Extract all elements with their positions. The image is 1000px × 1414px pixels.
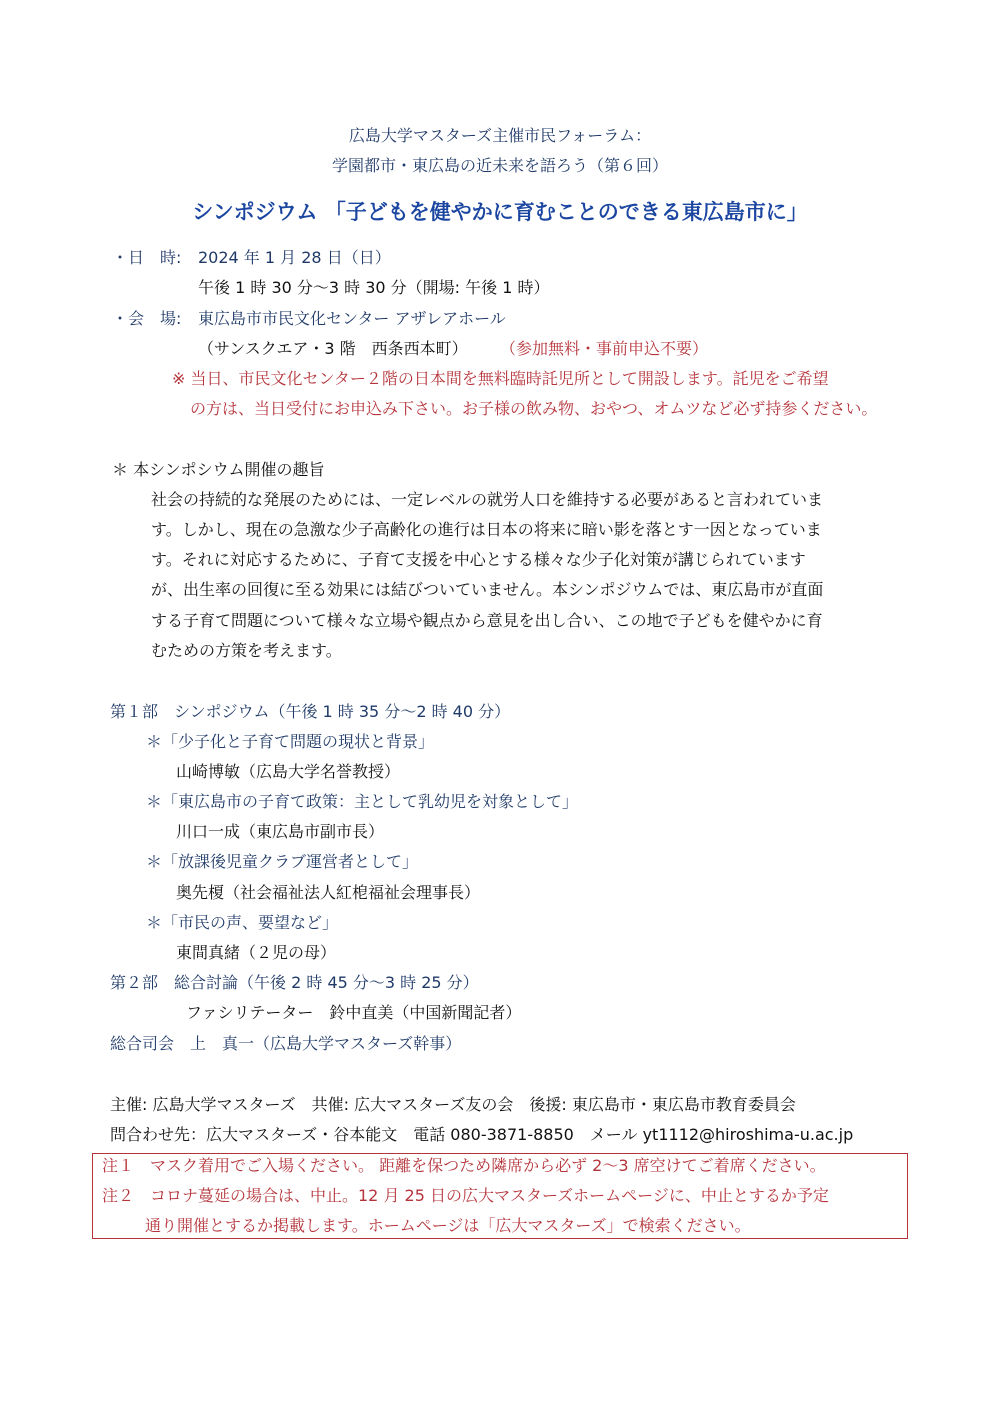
childcare-note-line2: の方は、当日受付にお申込み下さい。お子様の飲み物、おやつ、オムツなど必ず持参ください。 [190, 399, 878, 418]
note-1: 注１ マスク着用でご入場ください。 距離を保つため隣席から必ず 2～3 席空けてご着席ください。 [102, 1156, 826, 1175]
talk-title: ＊「放課後児童クラブ運営者として」 [146, 852, 419, 871]
master-of-ceremonies: 総合司会 上 真一（広島大学マスターズ幹事） [110, 1034, 462, 1053]
childcare-note-line1: ※ 当日、市民文化センター２階の日本間を無料臨時託児所として開設します。託児をご希望 [172, 369, 829, 388]
talk-title: ＊「東広島市の子育て政策：主として乳幼児を対象として」 [146, 792, 579, 811]
purpose-line: す。しかし、現在の急激な少子高齢化の進行は日本の将来に暗い影を落とす一因となっていま [151, 520, 822, 539]
forum-series-title: 広島大学マスターズ主催市民フォーラム： [348, 126, 652, 145]
talk-speaker: 山崎博敏（広島大学名誉教授） [176, 762, 401, 781]
venue-value: 東広島市市民文化センター アザレアホール [198, 309, 506, 328]
fee-note: （参加無料・事前申込不要） [500, 339, 709, 358]
talk-title: ＊「少子化と子育て問題の現状と背景」 [146, 732, 435, 751]
talk-title: ＊「市民の声、要望など」 [146, 913, 339, 932]
purpose-line: す。それに対応するために、子育て支援を中心とする様々な少子化対策が講じられています [151, 550, 806, 569]
purpose-line: むための方策を考えます。 [151, 641, 342, 660]
time-value: 午後 1 時 30 分～3 時 30 分（開場: 午後 1 時） [198, 278, 550, 297]
talk-speaker: 奥先榎（社会福祉法人紅梎福祉会理事長） [176, 883, 481, 902]
note-2-line2: 通り開催とするか掲載します。ホームページは「広大マスターズ」で検索ください。 [145, 1216, 751, 1235]
venue-detail: （サンスクエア・3 階 西条西本町） [198, 339, 468, 358]
purpose-line: する子育て問題について様々な立場や観点から意見を出し合い、この地で子どもを健やかに育 [151, 611, 823, 630]
talk-speaker: 東間真緒（２児の母） [176, 943, 337, 962]
note-2-line1: 注２ コロナ蔓延の場合は、中止。12 月 25 日の広大マスターズホームページに、中止とするか予定 [102, 1186, 829, 1205]
part1-heading: 第１部 シンポジウム（午後 1 時 35 分～2 時 40 分） [110, 702, 511, 721]
purpose-line: 社会の持続的な発展のためには、一定レベルの就労人口を維持する必要があると言われていま [151, 490, 824, 509]
date-label: ・日 時: [112, 248, 182, 267]
purpose-heading: ＊ 本シンポシウム開催の趣旨 [112, 460, 325, 479]
purpose-line: が、出生率の回復に至る効果には結びついていません。本シンポジウムでは、東広島市が直面 [151, 580, 824, 599]
part2-heading: 第２部 総合討論（午後 2 時 45 分～3 時 25 分） [110, 973, 479, 992]
symposium-title: シンポジウム 「子どもを健やかに育むことのできる東広島市に」 [192, 200, 808, 224]
date-value: 2024 年 1 月 28 日（日） [198, 248, 391, 267]
sponsors: 主催: 広島大学マスターズ 共催: 広大マスターズ友の会 後援: 東広島市・東広島市教育委員会 [110, 1095, 796, 1114]
venue-label: ・会 場: [112, 309, 182, 328]
facilitator: ファシリテーター 鈴中直美（中国新聞記者） [186, 1003, 522, 1022]
contact-info: 問合わせ先：広大マスターズ・谷本能文 電話 080-3871-8850 メール yt1112@hiroshima-u.ac.jp [110, 1125, 854, 1144]
talk-speaker: 川口一成（東広島市副市長） [176, 822, 385, 841]
forum-subtitle: 学園都市・東広島の近未来を語ろう（第６回） [331, 156, 668, 175]
